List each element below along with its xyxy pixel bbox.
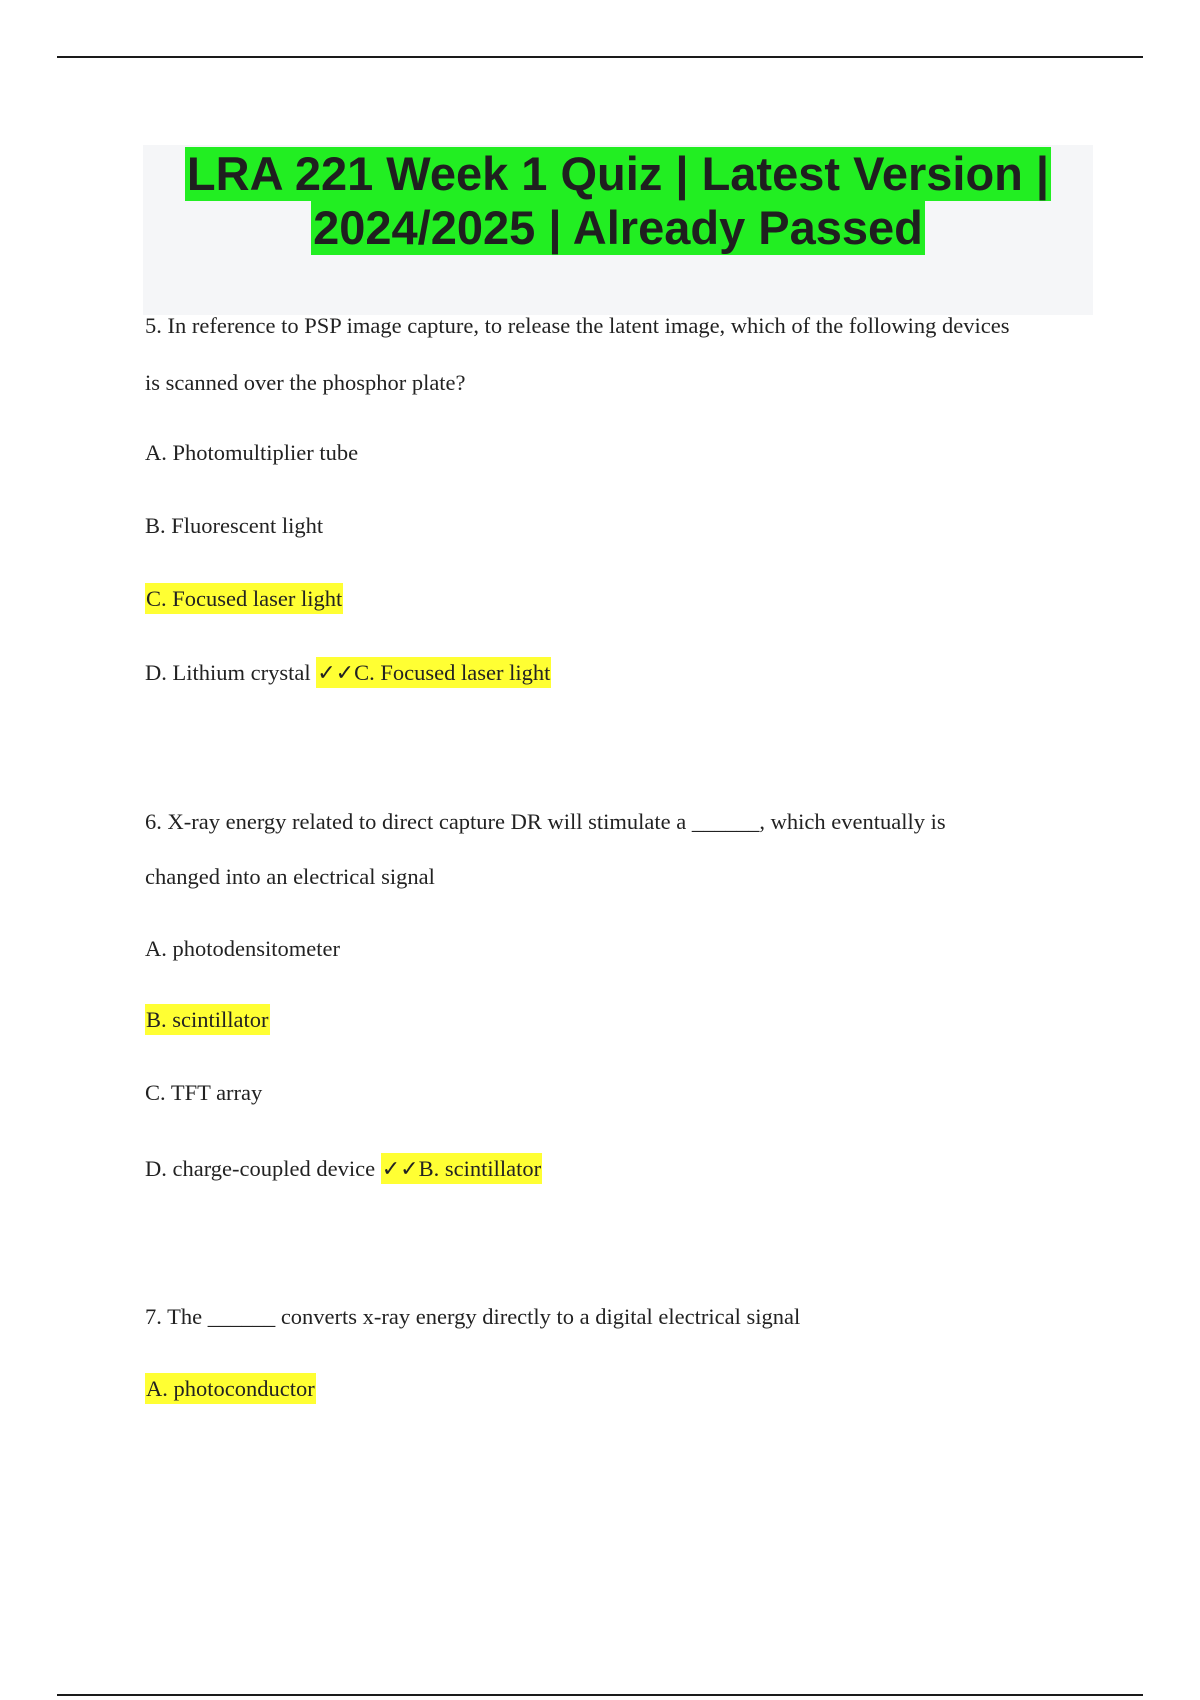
option-d-text: D. Lithium crystal	[145, 660, 311, 685]
question-6-option-d	[145, 1155, 542, 1184]
answer-text: B. scintillator	[418, 1156, 542, 1181]
question-6-option-a: A. photodensitometer	[145, 936, 340, 961]
title-line-2: 2024/2025 | Already Passed	[313, 201, 923, 254]
question-5-option-a: A. Photomultiplier tube	[145, 440, 359, 465]
double-check-icon: ✓✓	[381, 1157, 419, 1182]
question-7-option-a	[145, 1375, 316, 1403]
question-6-stem-line-2: changed into an electrical signal	[145, 864, 435, 889]
double-check-icon: ✓✓	[317, 661, 355, 686]
option-d-text: D. charge-coupled device	[145, 1156, 376, 1181]
question-5-stem-line-1: 5. In reference to PSP image capture, to release the latent image, which of the following devices	[145, 313, 1010, 338]
question-5-option-c	[145, 585, 343, 613]
title-line-1: LRA 221 Week 1 Quiz | Latest Version |	[186, 147, 1050, 200]
bottom-rule	[57, 1694, 1143, 1696]
answer-text: C. Focused laser light	[354, 660, 551, 685]
top-rule	[57, 56, 1143, 58]
question-6-option-b	[145, 1006, 270, 1034]
document-title	[143, 145, 1093, 315]
answer-highlight	[381, 1153, 542, 1184]
question-6-option-c: C. TFT array	[145, 1080, 263, 1105]
answer-highlight	[316, 657, 551, 688]
highlighted-correct-option: B. scintillator	[145, 1004, 270, 1035]
highlighted-correct-option: A. photoconductor	[145, 1373, 316, 1404]
question-6-stem-line-1: 6. X-ray energy related to direct capture DR will stimulate a ______, which eventually is	[145, 809, 946, 834]
question-5-option-b: B. Fluorescent light	[145, 513, 324, 538]
highlighted-correct-option: C. Focused laser light	[145, 583, 343, 614]
question-7-stem-line-1: 7. The ______ converts x-ray energy directly to a digital electrical signal	[145, 1304, 801, 1329]
question-5-stem-line-2: is scanned over the phosphor plate?	[145, 370, 466, 395]
question-5-option-d	[145, 659, 551, 688]
